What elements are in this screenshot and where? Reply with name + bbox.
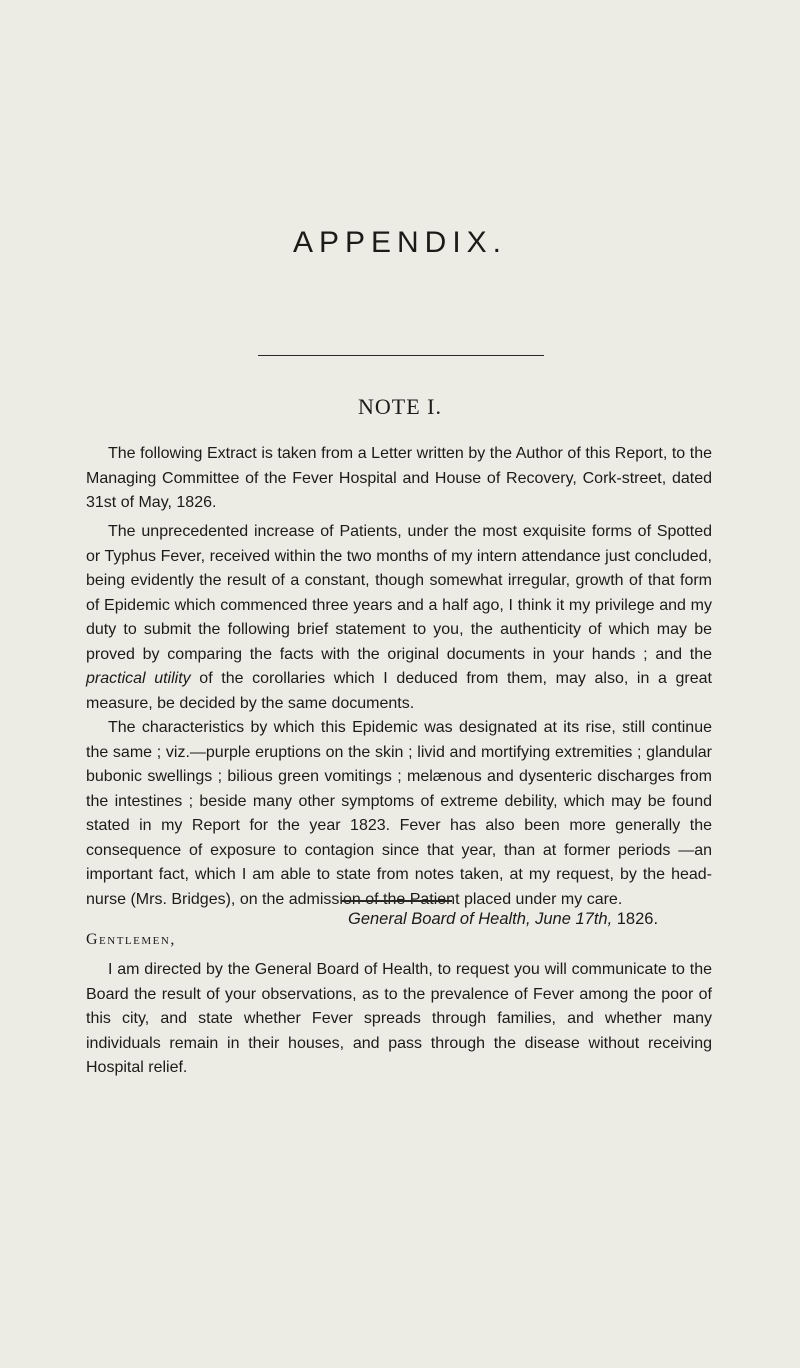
note-heading: NOTE I. — [358, 394, 442, 419]
main-paragraph-italic: practical utility — [86, 670, 191, 687]
main-paragraph-part1: The unprecedented increase of Patients, under the most exquisite forms of Spotted or Typhus Fever, received within the two months of my intern attendance just concluded, being evidently the result of a constant, though somewhat irregular, growth of that form of Epidemic which commenced three years and a half ago, I think it my privilege and my duty to submit the following brief statement to you, the authenticity of which may be proved by comparing the facts with the original documents in your hands ; and the — [86, 523, 712, 663]
letter-section — [86, 958, 712, 1081]
appendix-title: APPENDIX. — [292, 226, 508, 259]
title-rule — [258, 355, 544, 356]
main-paragraph — [86, 520, 712, 716]
letter-paragraph: I am directed by the General Board of Health, to request you will communicate to the Board the result of your observations, as to the prevalence of Fever among the poor of this city, and state whether Fever spreads through families, and whether many individuals remain in their houses, and pass through the disease without receiving Hospital relief. — [86, 961, 712, 1076]
main-paragraph-part2: of the corollaries which I deduced from them, may also, in a great measure, be decided by the same documents. — [86, 670, 712, 712]
dateline-year: 1826. — [612, 910, 659, 928]
characteristics-paragraph: The characteristics by which this Epidemic was designated at its rise, still continue the same ; viz.—purple eruptions on the skin ; livid and mortifying extremities ; glandular bubonic swellings ; bilious green vomitings ; melænous and dysenteric discharges from the intestines ; beside many other symptoms of extreme debility, which may be found stated in my Report for the year 1823. Fever has also been more generally the consequence of exposure to contagion since that year, than at former periods —an important fact, which I am able to state from notes taken, at my request, by the head-nurse (Mrs. Bridges), on the admission of the Patient placed under my care. — [86, 719, 712, 908]
letter-salutation: Gentlemen, — [86, 931, 176, 948]
section-separator — [341, 900, 452, 902]
dateline-place-date: General Board of Health, June 17th, — [348, 910, 613, 928]
intro-paragraph: The following Extract is taken from a Letter written by the Author of this Report, to the Managing Committee of the Fever Hospital and House of Recovery, Cork-street, dated 31st of May, 1826. — [86, 445, 712, 511]
main-section — [86, 520, 712, 912]
letter-dateline — [348, 910, 658, 929]
intro-section — [86, 442, 712, 516]
